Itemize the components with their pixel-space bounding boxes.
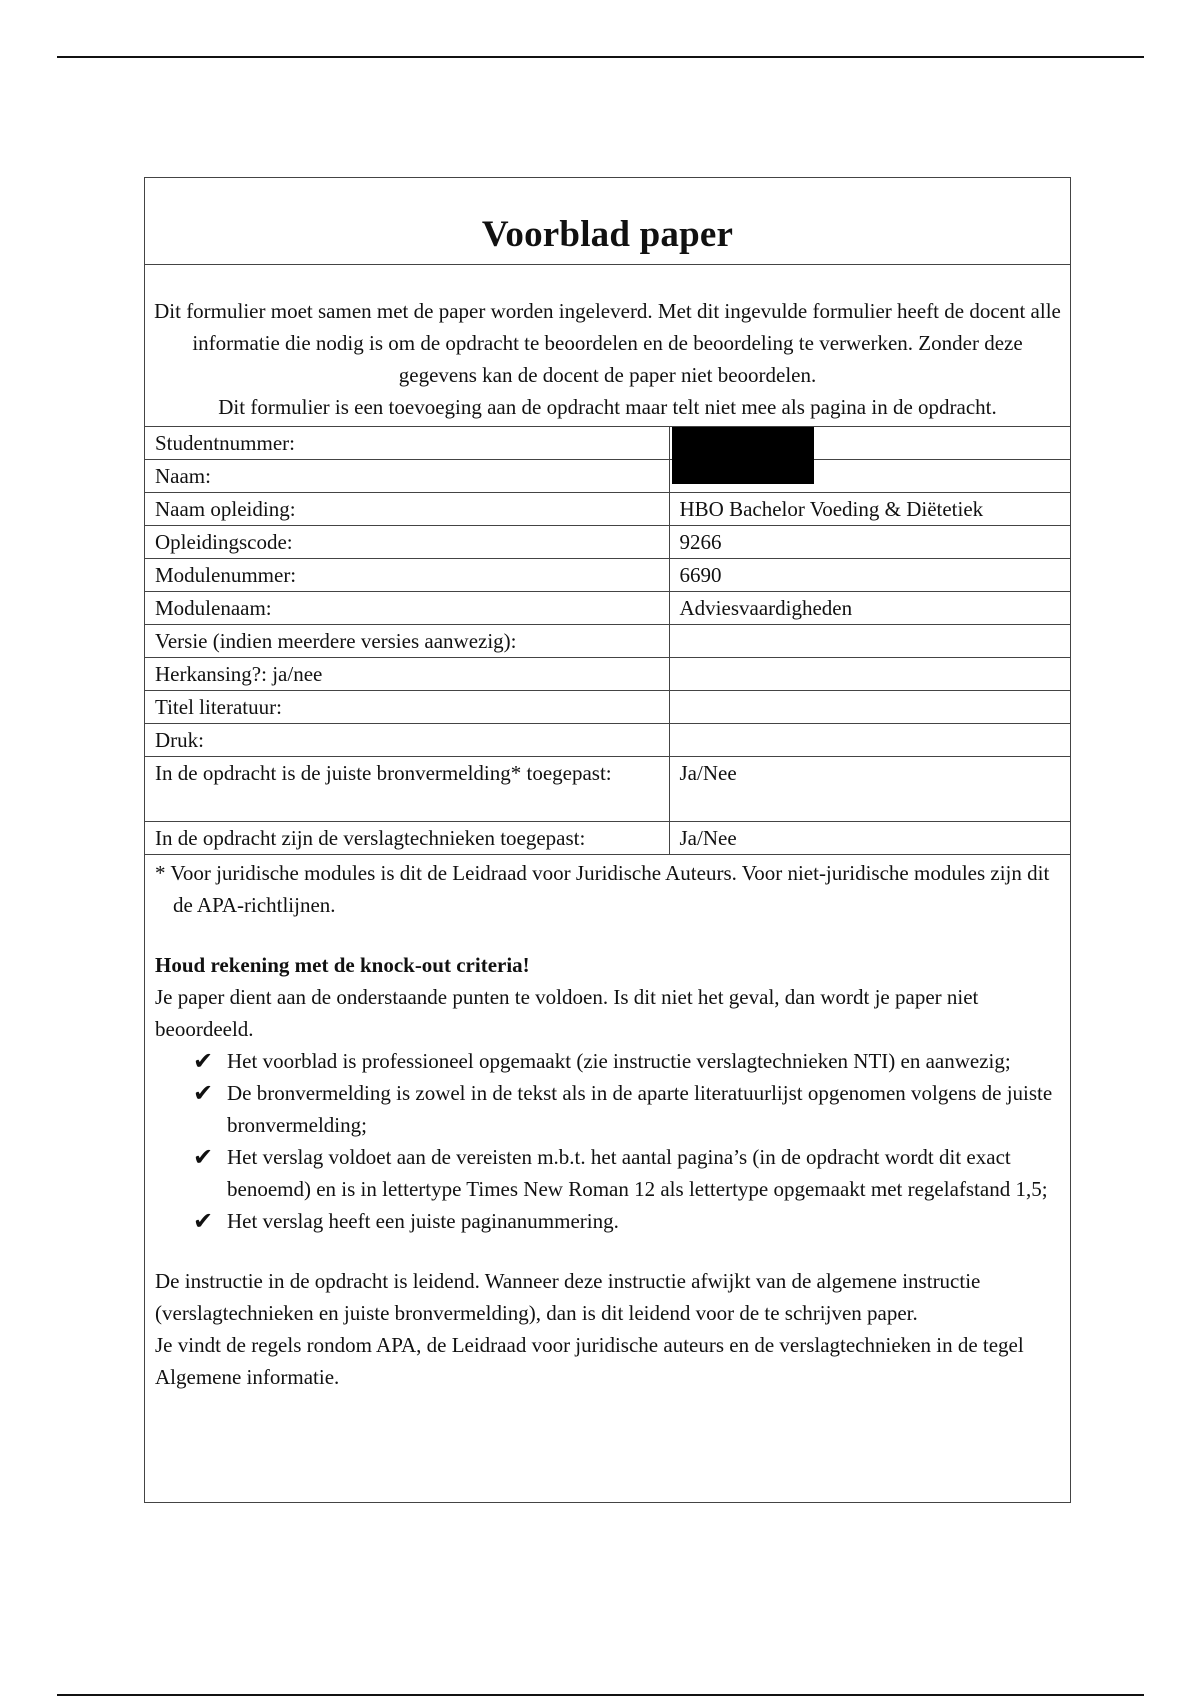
table-row [145, 757, 1070, 822]
row-label: Druk: [145, 724, 669, 757]
row-label: In de opdracht zijn de verslagtechnieken toegepast: [145, 822, 669, 855]
row-value [669, 724, 1070, 757]
row-value: HBO Bachelor Voeding & Diëtetiek [669, 493, 1070, 526]
table-row [145, 526, 1070, 559]
checkmark-icon: ✔ [193, 1047, 214, 1075]
table-row [145, 460, 1070, 493]
page-title: Voorblad paper [481, 214, 734, 255]
table-row [145, 822, 1070, 855]
closing-paragraph: Je vindt de regels rondom APA, de Leidraad voor juridische auteurs en de verslagtechnieken in de tegel Algemene informatie. [155, 1333, 1024, 1389]
intro-text [145, 265, 1070, 427]
table-row [145, 724, 1070, 757]
table-row [145, 691, 1070, 724]
redaction-block [672, 427, 814, 484]
row-value [669, 658, 1070, 691]
list-item [193, 1205, 1060, 1237]
row-value: Ja/Nee [669, 757, 1070, 822]
row-value: 6690 [669, 559, 1070, 592]
row-label: Studentnummer: [145, 427, 669, 460]
bottom-rule [57, 1694, 1144, 1696]
list-item [193, 1077, 1060, 1141]
lower-section [145, 855, 1070, 1393]
table-row [145, 658, 1070, 691]
knockout-heading: Houd rekening met de knock-out criteria! [155, 953, 530, 977]
list-item-text: Het verslag voldoet aan de vereisten m.b.t. het aantal pagina’s (in de opdracht wordt dit exact benoemd) en is in lettertype Times New Roman 12 als lettertype opgemaakt met regelafstand 1,5; [227, 1145, 1048, 1201]
row-label: Naam: [145, 460, 669, 493]
row-label: In de opdracht is de juiste bronvermelding* toegepast: [145, 757, 669, 822]
row-label: Titel literatuur: [145, 691, 669, 724]
intro-paragraph: Dit formulier moet samen met de paper worden ingeleverd. Met dit ingevulde formulier heeft de docent alle informatie die nodig is om de opdracht te beoordelen en de beoordeling te verwerken. Zonder deze gegevens kan de docent de paper niet beoordelen. [154, 299, 1061, 387]
checkmark-icon: ✔ [193, 1207, 214, 1235]
row-value: 9266 [669, 526, 1070, 559]
row-label: Herkansing?: ja/nee [145, 658, 669, 691]
table-row [145, 559, 1070, 592]
list-item [193, 1045, 1060, 1077]
footnote: * Voor juridische modules is dit de Leidraad voor Juridische Auteurs. Voor niet-juridische modules zijn dit de APA-richtlijnen. [155, 861, 1050, 917]
row-label: Opleidingscode: [145, 526, 669, 559]
table-row [145, 592, 1070, 625]
table-row [145, 625, 1070, 658]
knockout-intro: Je paper dient aan de onderstaande punten te voldoen. Is dit niet het geval, dan wordt je paper niet beoordeeld. [155, 985, 979, 1041]
top-rule [57, 56, 1144, 58]
knockout-list [155, 1045, 1060, 1237]
row-label: Naam opleiding: [145, 493, 669, 526]
row-value: Adviesvaardigheden [669, 592, 1070, 625]
closing-paragraph: De instructie in de opdracht is leidend. Wanneer deze instructie afwijkt van de algemene instructie (verslagtechnieken en juiste bronvermelding), dan is dit leidend voor de te schrijven paper. [155, 1269, 981, 1325]
row-label: Versie (indien meerdere versies aanwezig): [145, 625, 669, 658]
row-value [669, 625, 1070, 658]
list-item-text: De bronvermelding is zowel in de tekst als in de aparte literatuurlijst opgenomen volgens de juiste bronvermelding; [227, 1081, 1053, 1137]
cover-form [144, 177, 1071, 1503]
form-table [145, 427, 1070, 855]
table-row [145, 493, 1070, 526]
title-box [145, 178, 1070, 265]
list-item-text: Het verslag heeft een juiste paginanummering. [227, 1209, 619, 1233]
row-value [669, 691, 1070, 724]
row-label: Modulenummer: [145, 559, 669, 592]
row-label: Modulenaam: [145, 592, 669, 625]
list-item [193, 1141, 1060, 1205]
intro-paragraph: Dit formulier is een toevoeging aan de opdracht maar telt niet mee als pagina in de opdracht. [218, 395, 997, 419]
list-item-text: Het voorblad is professioneel opgemaakt (zie instructie verslagtechnieken NTI) en aanwezig; [227, 1049, 1011, 1073]
row-value: Ja/Nee [669, 822, 1070, 855]
checkmark-icon: ✔ [193, 1079, 214, 1107]
table-row [145, 427, 1070, 460]
checkmark-icon: ✔ [193, 1143, 214, 1171]
